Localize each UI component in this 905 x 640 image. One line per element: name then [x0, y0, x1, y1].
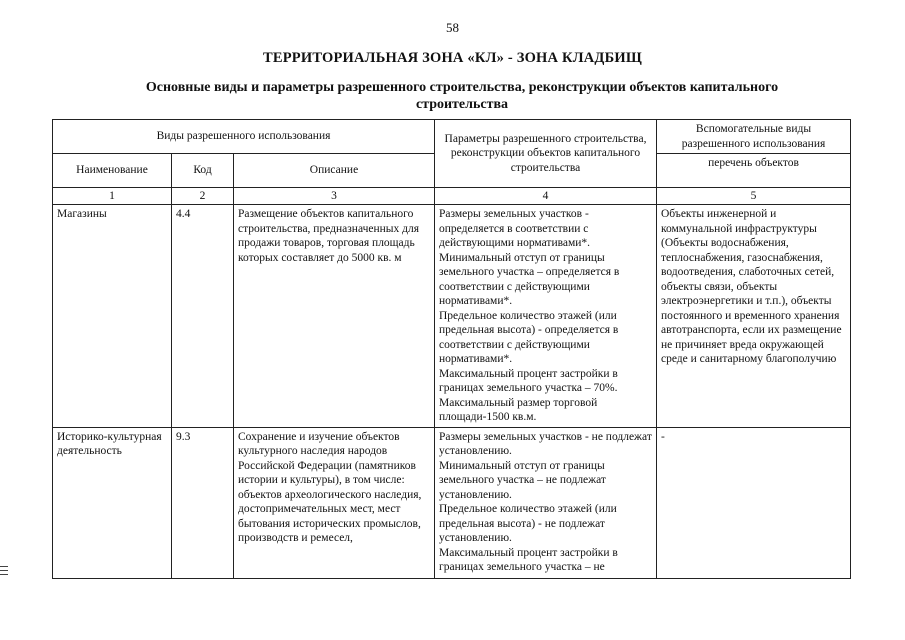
col-number-1: 1	[53, 188, 172, 205]
table-row	[53, 205, 851, 428]
header-aux: Вспомогательные виды разрешенного использования	[657, 120, 851, 154]
scan-margin-mark	[0, 566, 8, 578]
col-number-3: 3	[234, 188, 435, 205]
header-description: Описание	[234, 154, 435, 188]
land-use-table	[52, 119, 851, 579]
col-number-5: 5	[657, 188, 851, 205]
section-subtitle: Основные виды и параметры разрешенного строительства, реконструкции объектов капитального строительства	[145, 80, 779, 112]
row-params: Размеры земельных участков - не подлежат установлению. Минимальный отступ от границы земельного участка – не подлежат установлению. Предельное количество этажей (или предельная высота) - не подлежат установлению. Максимальный процент застройки в границах земельного участка – не	[435, 427, 657, 578]
row-name: Историко-культурная деятельность	[53, 427, 172, 578]
row-description: Размещение объектов капитального строительства, предназначенных для продажи товаров, торговая площадь которых составляет до 5000 кв. м	[234, 205, 435, 428]
row-aux: -	[657, 427, 851, 578]
row-aux: Объекты инженерной и коммунальной инфраструктуры (Объекты водоснабжения, теплоснабжения, газоснабжения, водоотведения, слаботочных сетей, объекты связи, объекты электроэнергетики и т.п.), объекты постоянного и временного хранения автотранспорта, если их размещение не причиняет вреда окружающей среде и санитарному благополучию	[657, 205, 851, 428]
column-number-row	[53, 188, 851, 205]
row-params: Размеры земельных участков - определяется в соответствии с действующими нормативами*. Минимальный отступ от границы земельного участка – определяется в соответствии с действующими нормативами*. Предельное количество этажей (или предельная высота) - определяется в соответствии с действующими нормативами*. Максимальный процент застройки в границах земельного участка – 70%. Максимальный размер торговой площади-1500 кв.м.	[435, 205, 657, 428]
header-name: Наименование	[53, 154, 172, 188]
zone-title: ТЕРРИТОРИАЛЬНАЯ ЗОНА «КЛ» - ЗОНА КЛАДБИЩ	[262, 50, 642, 66]
row-name: Магазины	[53, 205, 172, 428]
page-number: 58	[446, 20, 459, 35]
col-number-4: 4	[435, 188, 657, 205]
col-number-2: 2	[172, 188, 234, 205]
header-row-top	[53, 120, 851, 154]
header-params: Параметры разрешенного строительства, реконструкции объектов капитального строительства	[435, 120, 657, 188]
table-row	[53, 427, 851, 578]
header-code: Код	[172, 154, 234, 188]
header-aux-objects: перечень объектов	[657, 154, 851, 188]
row-code: 9.3	[172, 427, 234, 578]
row-description: Сохранение и изучение объектов культурного наследия народов Российской Федерации (памятников истории и культуры), в том числе: объектов археологического наследия, достопримечательных мест, мест бытования исторических промыслов, производств и ремесел,	[234, 427, 435, 578]
row-code: 4.4	[172, 205, 234, 428]
header-uses-group: Виды разрешенного использования	[53, 120, 435, 154]
